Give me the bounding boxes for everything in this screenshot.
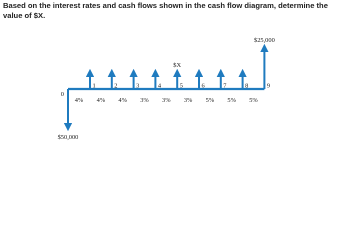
period-label-9: 9 bbox=[266, 82, 271, 90]
rate-label-7: 5% bbox=[205, 97, 215, 104]
period-label-5: 5 bbox=[179, 82, 183, 90]
period-label-2: 2 bbox=[114, 82, 118, 90]
rate-label-5: 3% bbox=[162, 97, 171, 104]
period-label-8: 8 bbox=[245, 82, 249, 90]
diagram-root bbox=[58, 37, 275, 141]
question-text: Based on the interest rates and cash flows shown in the cash flow diagram, determine the value of $X. bbox=[3, 1, 328, 20]
period-label-0: 0 bbox=[60, 91, 64, 98]
period-label-1: 1 bbox=[92, 82, 96, 90]
period-label-4: 4 bbox=[157, 82, 162, 90]
rate-label-9: 5% bbox=[249, 97, 258, 104]
final-cash-flow-label: $25,000 bbox=[254, 37, 275, 44]
rate-label-6: 3% bbox=[183, 97, 193, 104]
initial-cash-flow-label: $50,000 bbox=[57, 134, 79, 141]
period-label-7: 7 bbox=[223, 82, 227, 90]
annual-cash-flow-label: $X bbox=[173, 62, 182, 69]
period-label-3: 3 bbox=[136, 82, 140, 90]
rate-label-8: 5% bbox=[227, 97, 236, 104]
rate-label-2: 4% bbox=[96, 97, 106, 104]
period-label-6: 6 bbox=[201, 82, 205, 90]
rate-label-4: 3% bbox=[140, 97, 149, 104]
rate-label-3: 4% bbox=[118, 97, 127, 104]
rate-label-1: 4% bbox=[74, 97, 84, 104]
